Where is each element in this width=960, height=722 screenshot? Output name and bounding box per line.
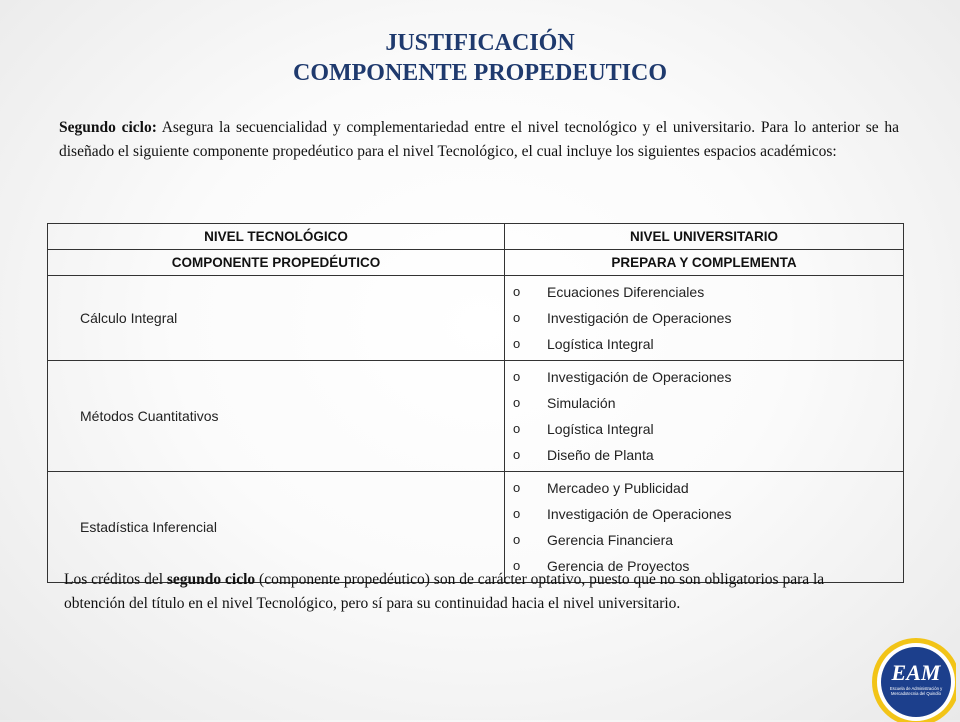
list-item — [513, 390, 903, 416]
table-header-row-1 — [48, 224, 904, 250]
eam-logo — [868, 634, 956, 722]
header-prepara-complementa: PREPARA Y COMPLEMENTA — [505, 250, 904, 276]
list-item — [513, 475, 903, 501]
intro-text: Asegura la secuencialidad y complementariedad entre el nivel tecnológico y el universitario. Para lo anterior se ha diseñado el siguiente componente propedéutico para el nivel Tecnológico, el cual incluye los siguientes espacios académicos: — [59, 119, 899, 160]
footer-text-1: Los créditos del — [64, 571, 167, 588]
course-name: Ecuaciones Diferenciales — [547, 284, 705, 300]
course-name: Gerencia Financiera — [547, 532, 674, 548]
footer-text-2: (componente propedéutico) son de carácter optativo, puesto que no son obligatorios para la obtención del título en el nivel Tecnológico, pero sí para su continuidad hacia el nivel universitario. — [64, 571, 825, 612]
course-name: Gerencia de Proyectos — [547, 558, 690, 574]
list-item — [513, 442, 903, 468]
course-list — [505, 276, 903, 360]
course-list — [505, 361, 903, 471]
list-item — [513, 501, 903, 527]
bullet-icon: o — [513, 369, 521, 384]
bullet-icon: o — [513, 480, 521, 495]
courses-cell — [505, 472, 904, 583]
course-name: Diseño de Planta — [547, 447, 654, 463]
bullet-icon: o — [513, 421, 521, 436]
course-name: Investigación de Operaciones — [547, 506, 732, 522]
bullet-icon: o — [513, 310, 521, 325]
header-componente-propedeutico: COMPONENTE PROPEDÉUTICO — [48, 250, 505, 276]
bullet-icon: o — [513, 506, 521, 521]
bullet-icon: o — [513, 558, 521, 573]
title-line-2: COMPONENTE PROPEDEUTICO — [292, 60, 667, 86]
header-nivel-universitario: NIVEL UNIVERSITARIO — [505, 224, 904, 250]
course-name: Mercadeo y Publicidad — [547, 480, 689, 496]
courses-cell — [505, 361, 904, 472]
list-item — [513, 416, 903, 442]
list-item — [513, 305, 903, 331]
intro-label: Segundo ciclo: — [59, 119, 157, 136]
list-item — [513, 331, 903, 357]
bullet-icon: o — [513, 284, 521, 299]
logo-subtitle-2: Mercadotecnia del Quindío — [890, 691, 942, 696]
footer-paragraph — [64, 568, 864, 616]
title-line-1: JUSTIFICACIÓN — [385, 30, 575, 56]
header-nivel-tecnologico: NIVEL TECNOLÓGICO — [48, 224, 505, 250]
footer-bold: segundo ciclo — [166, 571, 256, 588]
course-name: Investigación de Operaciones — [547, 369, 732, 385]
courses-cell — [505, 276, 904, 361]
bullet-icon: o — [513, 336, 521, 351]
table-row — [48, 361, 904, 472]
course-name: Investigación de Operaciones — [547, 310, 732, 326]
subject-cell: Estadística Inferencial — [48, 472, 505, 583]
course-name: Simulación — [547, 395, 616, 411]
table-header-row-2 — [48, 250, 904, 276]
course-name: Logística Integral — [547, 336, 654, 352]
course-name: Logística Integral — [547, 421, 654, 437]
component-table — [47, 223, 904, 583]
course-list — [505, 472, 903, 582]
logo-subtitle-1: Escuela de Administración y — [889, 686, 943, 691]
subject-cell: Métodos Cuantitativos — [48, 361, 505, 472]
table-row — [48, 472, 904, 583]
intro-paragraph — [59, 116, 899, 164]
bullet-icon: o — [513, 395, 521, 410]
page-title — [0, 28, 960, 88]
bullet-icon: o — [513, 532, 521, 547]
logo-text: EAM — [891, 660, 941, 685]
subject-cell: Cálculo Integral — [48, 276, 505, 361]
list-item — [513, 364, 903, 390]
bullet-icon: o — [513, 447, 521, 462]
list-item — [513, 527, 903, 553]
table-row — [48, 276, 904, 361]
list-item — [513, 279, 903, 305]
